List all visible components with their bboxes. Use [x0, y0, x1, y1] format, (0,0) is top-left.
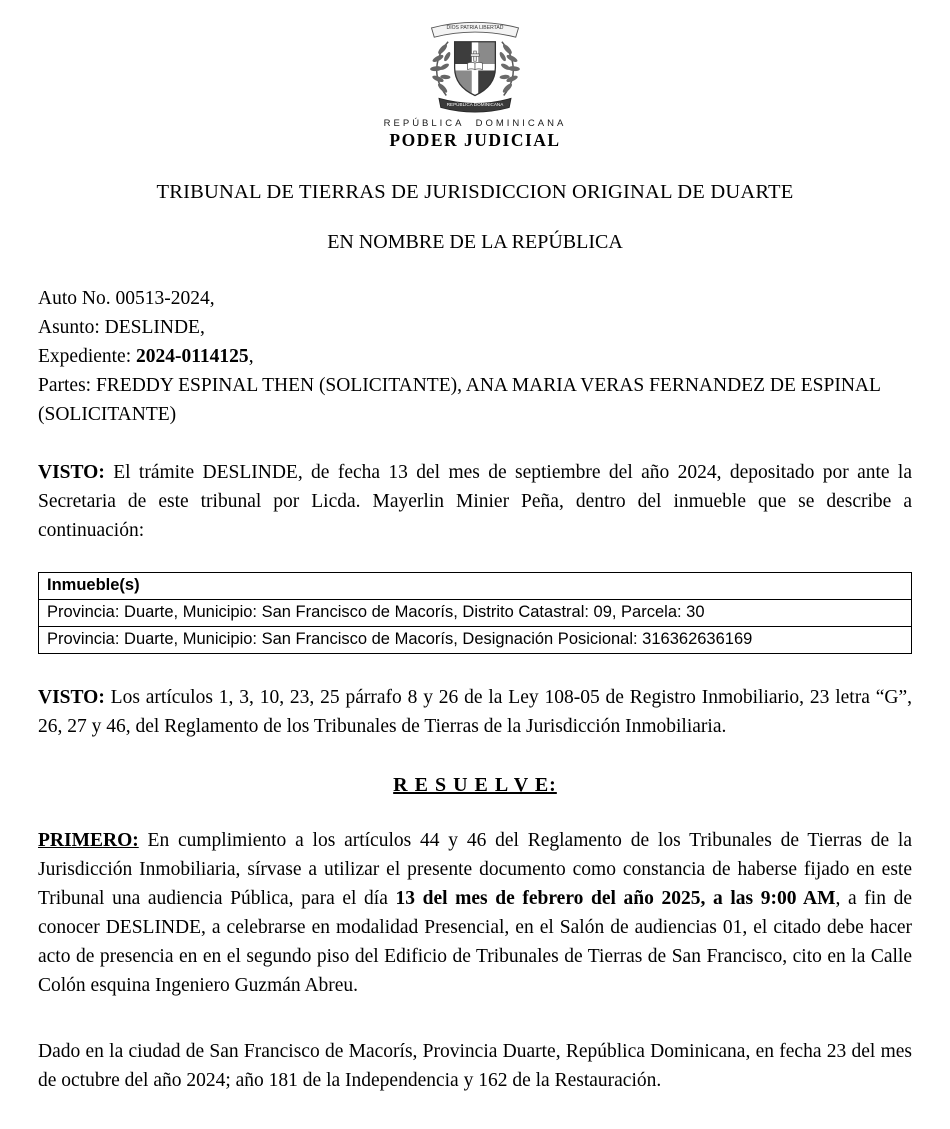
closing-paragraph: Dado en la ciudad de San Francisco de Macorís, Provincia Duarte, República Dominicana, en fecha 23 del mes de octubre del año 2024; año 181 de la Independencia y 162 de la Restauración.: [38, 1041, 912, 1091]
primero-bold-date: 13 del mes de febrero del año 2025, a las 9:00 AM: [395, 888, 836, 909]
auto-number-line: Auto No. 00513-2024,: [38, 288, 215, 309]
expediente-suffix: ,: [248, 346, 254, 367]
asunto-line: Asunto: DESLINDE,: [38, 317, 205, 338]
expediente-label: Expediente:: [38, 346, 137, 367]
visto-1-label: VISTO:: [38, 462, 105, 483]
table-header-cell: Inmueble(s): [39, 573, 912, 600]
header-emblem-block: [38, 14, 912, 151]
primero-paragraph: [38, 826, 912, 1000]
visto-1-text: El trámite DESLINDE, de fecha 13 del mes de septiembre del año 2024, depositado por ante la Secretaria de este tribunal por Licda. Mayerlin Minier Peña, dentro del inmueble que se describe a continuación:: [38, 462, 912, 541]
table-row: [39, 627, 912, 654]
coat-of-arms-icon: [414, 14, 536, 114]
table-row: [39, 600, 912, 627]
primero-label: PRIMERO:: [38, 830, 139, 851]
inmuebles-table: [38, 572, 912, 654]
shield-icon: [455, 42, 496, 98]
palm-branch-right: [498, 42, 520, 96]
visto-2-text: Los artículos 1, 3, 10, 23, 25 párrafo 8 y 26 de la Ley 108-05 de Registro Inmobiliario, 23 letra “G”, 26, 27 y 46, del Reglamento de los Tribunales de Tierras de la Jurisdicción Inmobiliaria.: [38, 687, 912, 737]
visto-1-paragraph: [38, 458, 912, 545]
table-cell-parcela: Provincia: Duarte, Municipio: San Francisco de Macorís, Distrito Catastral: 09, Parcela: 30: [39, 600, 912, 627]
emblem-motto-text: DIOS PATRIA LIBERTAD: [446, 24, 504, 31]
expediente-line: [38, 342, 912, 371]
visto-2-label: VISTO:: [38, 687, 105, 708]
resuelve-heading: R E S U E L V E:: [393, 774, 557, 796]
document-title: TRIBUNAL DE TIERRAS DE JURISDICCION ORIGINAL DE DUARTE: [156, 181, 794, 203]
table-header-row: [39, 573, 912, 600]
primero-text-before: En cumplimiento a los artículos 44 y 46 del Reglamento de los Tribunales de Tierras de la Jurisdicción Inmobiliaria, sírvase a utilizar el presente documento como constancia de haberse fijado en este Tribunal una audiencia Pública, para el día: [38, 830, 912, 909]
document-subtitle: EN NOMBRE DE LA REPÚBLICA: [327, 231, 623, 253]
visto-2-paragraph: [38, 683, 912, 741]
primero-text-after: , a fin de conocer DESLINDE, a celebrarse en modalidad Presencial, en el Salón de audiencias 01, el citado debe hacer acto de presencia en en el segundo piso del Edificio de Tribunales de Tierras de San Francisco, cito en la Calle Colón esquina Ingeniero Guzmán Abreu.: [38, 888, 912, 996]
case-info-block: [38, 284, 912, 429]
poder-judicial-title: PODER JUDICIAL: [389, 130, 561, 150]
expediente-value: 2024-0114125: [136, 346, 249, 367]
partes-line: Partes: FREDDY ESPINAL THEN (SOLICITANTE), ANA MARIA VERAS FERNANDEZ DE ESPINAL (SOLICITANTE): [38, 375, 881, 425]
table-cell-designacion: Provincia: Duarte, Municipio: San Francisco de Macorís, Designación Posicional: 316362636169: [39, 627, 912, 654]
emblem-ribbon-text: REPÚBLICA DOMINICANA: [446, 102, 504, 108]
republic-caption: REPÚBLICA DOMINICANA: [383, 118, 567, 129]
bible-icon: [468, 62, 483, 69]
laurel-branch-left: [430, 42, 452, 96]
